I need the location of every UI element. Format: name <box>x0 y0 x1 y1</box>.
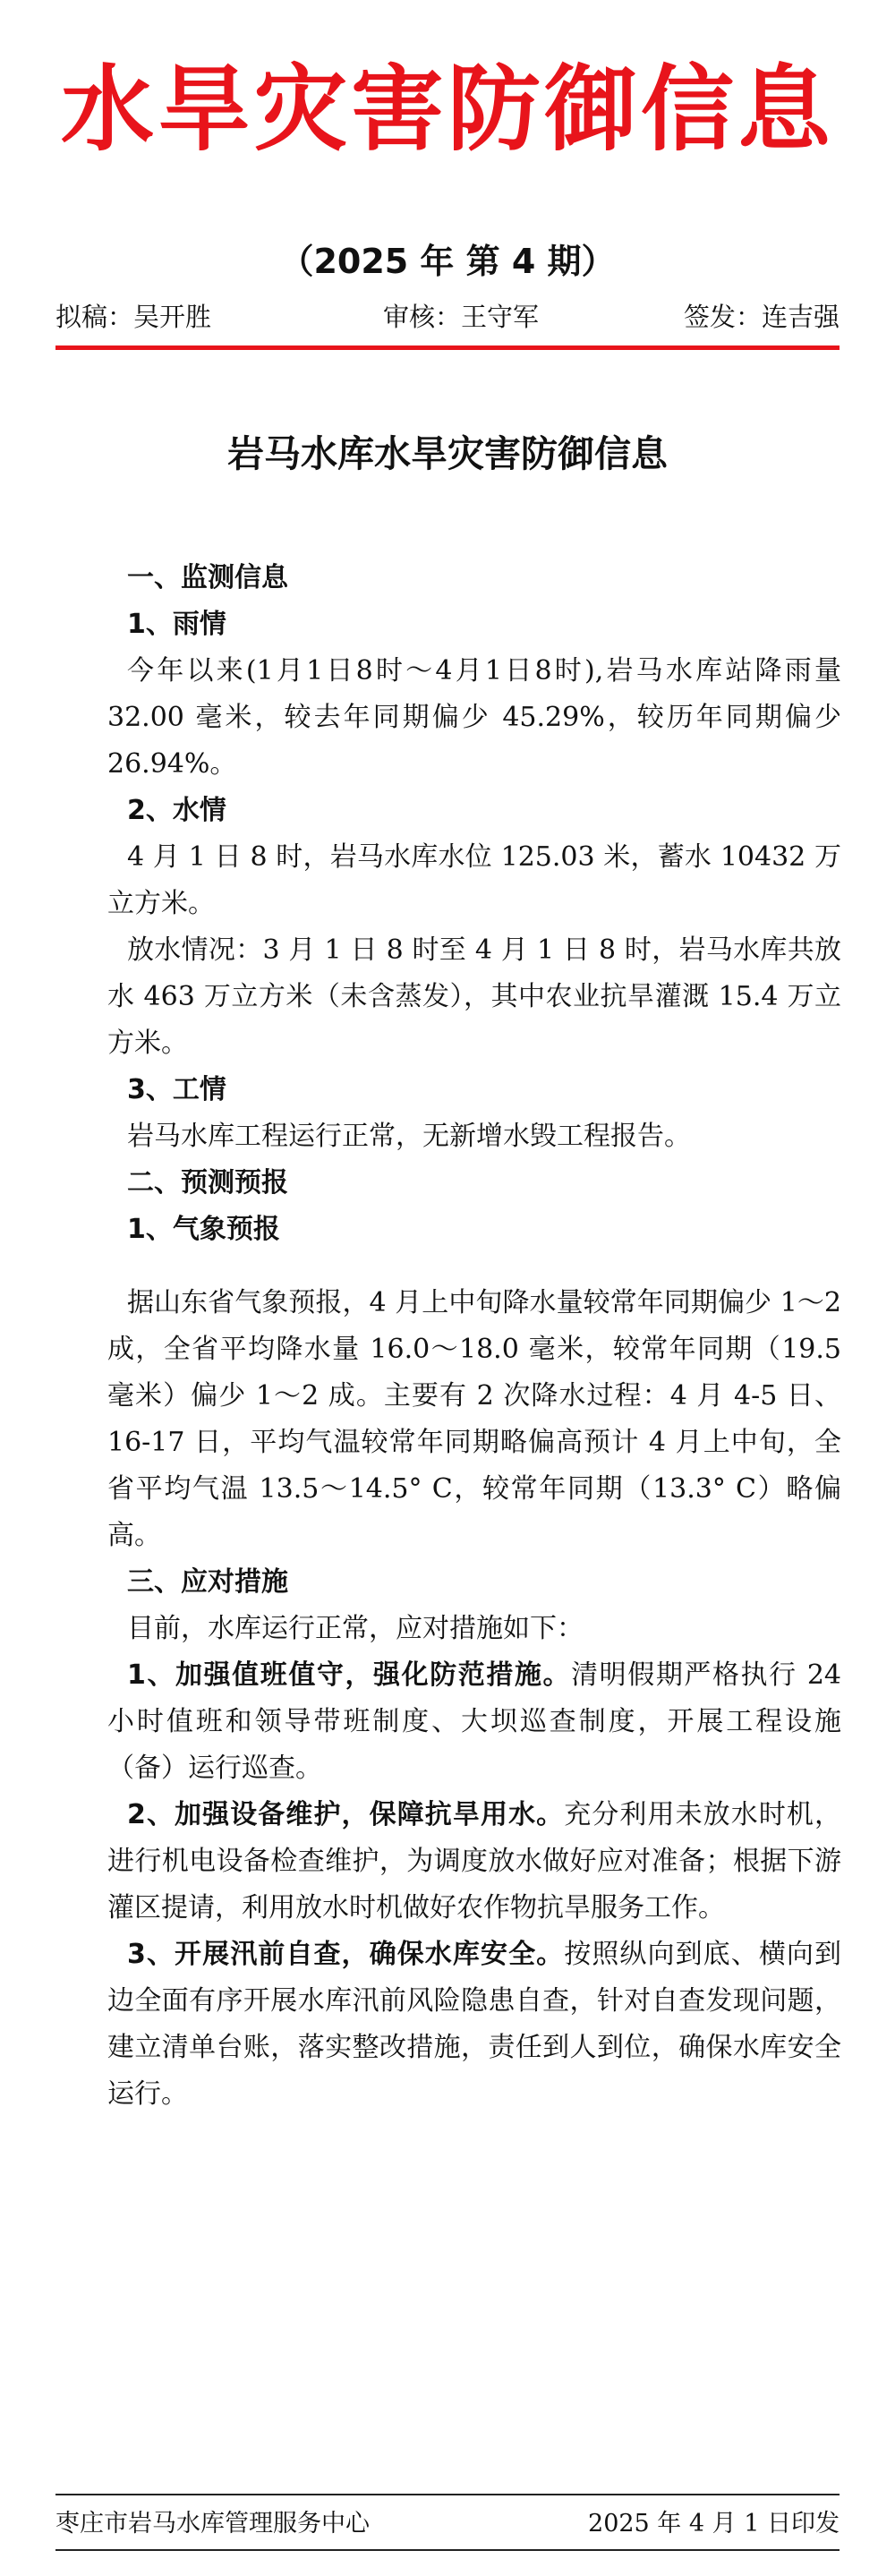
section-heading-monitoring: 一、监测信息 <box>127 562 288 593</box>
document-title: 岩马水库水旱灾害防御信息 <box>227 432 668 475</box>
paragraph-weather: 据山东省气象预报，4 月上中旬降水量较常年同期偏少 1～2 成，全省平均降水量 16.0～18.0 毫米，较常年同期（19.5 毫米）偏少 1～2 成。主要有 2 次降水过程：4 月 4-5 日、16-17 日，平均气温较常年同期略偏高预计 4 月上中旬，全省平均气温 13.5～14.5° C，较常年同期（13.3° C）略偏高。 <box>107 1287 841 1551</box>
red-divider <box>55 345 840 350</box>
subheading-water: 2、水情 <box>127 795 226 826</box>
footer-bottom-rule <box>55 2549 840 2551</box>
spacer <box>107 1253 841 1280</box>
measure-1-text: 清明假期严格执行 24 小时值班和领导带班制度、大坝巡查制度，开展工程设施（备）运行巡查。 <box>107 1659 841 1784</box>
measure-3-title: 3、开展汛前自查，确保水库安全。 <box>127 1939 565 1970</box>
paragraph-rain: 今年以来(1月1日8时～4月1日8时),岩马水库站降雨量 32.00 毫米，较去年同期偏少 45.29%，较历年同期偏少 26.94%。 <box>107 655 841 780</box>
paragraph-water: 4 月 1 日 8 时，岩马水库水位 125.03 米，蓄水 10432 万立方米。 <box>107 841 841 919</box>
measure-1-title: 1、加强值班值守，强化防范措施。 <box>127 1659 572 1691</box>
issue-number: （2025 年 第 4 期） <box>279 242 616 281</box>
footer <box>55 2506 840 2542</box>
measure-3 <box>107 1932 841 2118</box>
issuer: 签发：连吉强 <box>683 302 840 332</box>
measure-2-text: 充分利用未放水时机，进行机电设备检查维护，为调度放水做好应对准备；根据下游灌区提请，利用放水时机做好农作物抗旱服务工作。 <box>107 1799 841 1923</box>
measure-2 <box>107 1792 841 1932</box>
footer-top-rule <box>55 2494 840 2495</box>
masthead-title: 水旱灾害防御信息 <box>60 55 834 164</box>
measure-3-text: 按照纵向到底、横向到边全面有序开展水库汛前风险隐患自查，针对自查发现问题，建立清单台账，落实整改措施，责任到人到位，确保水库安全运行。 <box>107 1939 841 2110</box>
subheading-weather: 1、气象预报 <box>127 1214 280 1245</box>
subheading-engineering: 3、工情 <box>127 1074 226 1105</box>
paragraph-release: 放水情况：3 月 1 日 8 时至 4 月 1 日 8 时，岩马水库共放水 463 万立方米（未含蒸发），其中农业抗旱灌溉 15.4 万立方米。 <box>107 934 841 1059</box>
signature-row <box>55 297 840 337</box>
document-body <box>107 555 841 2118</box>
measure-1 <box>107 1652 841 1792</box>
section-heading-measures: 三、应对措施 <box>127 1566 288 1598</box>
subheading-rain: 1、雨情 <box>127 609 226 640</box>
footer-date: 2025 年 4 月 1 日印发 <box>588 2510 840 2538</box>
footer-organization: 枣庄市岩马水库管理服务中心 <box>55 2510 370 2538</box>
reviewer: 审核：王守军 <box>383 302 540 332</box>
section-heading-forecast: 二、预测预报 <box>127 1167 288 1198</box>
paragraph-measures-intro: 目前，水库运行正常，应对措施如下： <box>127 1613 584 1644</box>
paragraph-engineering: 岩马水库工程运行正常，无新增水毁工程报告。 <box>127 1121 691 1152</box>
drafter: 拟稿：吴开胜 <box>55 302 212 332</box>
measure-2-title: 2、加强设备维护，保障抗旱用水。 <box>127 1799 565 1830</box>
